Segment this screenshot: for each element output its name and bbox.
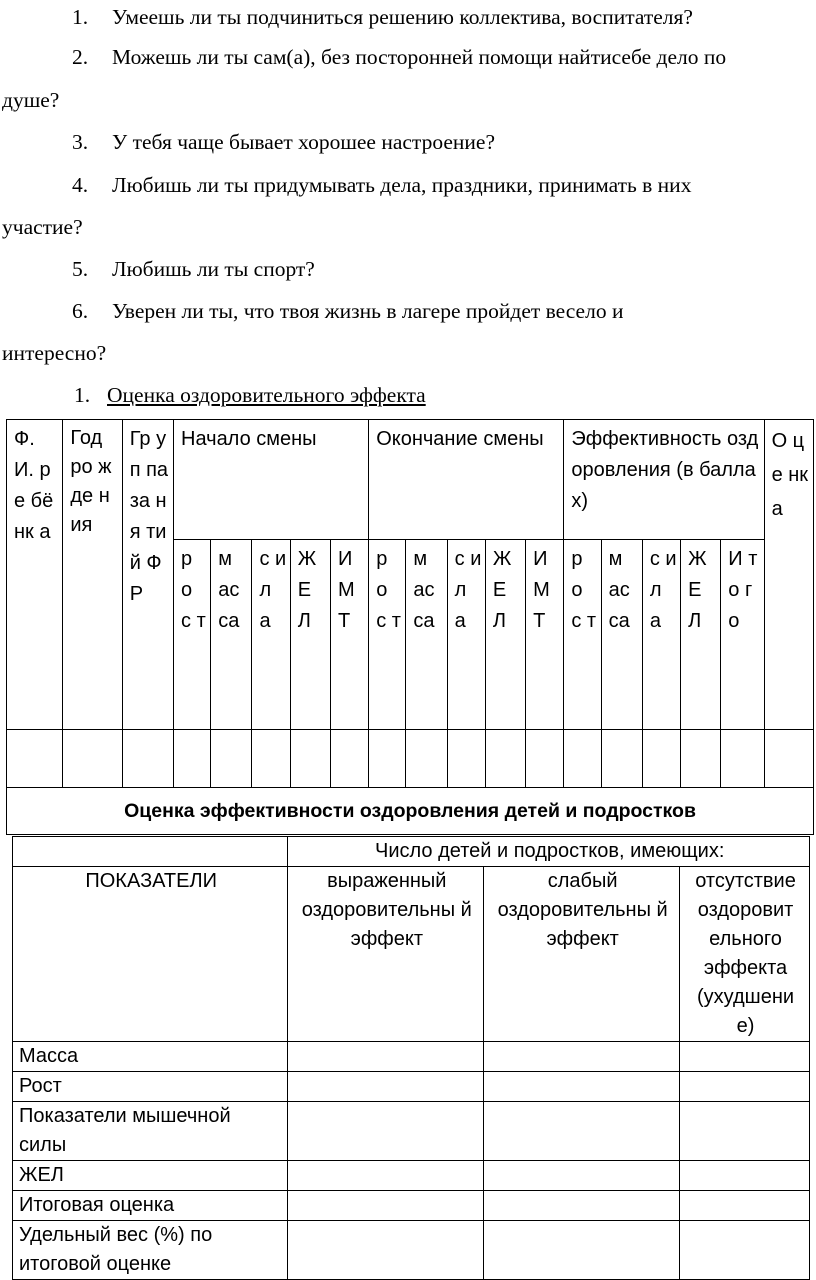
table-cell[interactable]	[484, 1221, 680, 1280]
table-cell[interactable]	[485, 730, 525, 788]
end-vc-header: Ж Е Л	[485, 540, 525, 730]
question-4-text: Любишь ли ты придумывать дела, праздники, принимать в них	[112, 173, 692, 197]
table-cell[interactable]	[122, 730, 173, 788]
effectiveness-title: Оценка эффективности оздоровления детей и подростков	[7, 788, 814, 835]
table-cell[interactable]	[680, 1042, 810, 1072]
health-effect-table	[6, 419, 814, 835]
row-label-strength: Показатели мышечной силы	[13, 1102, 288, 1161]
col-fio-header: Ф. И. ре бё нк а	[7, 420, 63, 730]
question-6-number: 6.	[72, 299, 89, 323]
table-cell[interactable]	[406, 730, 447, 788]
table-cell[interactable]	[680, 1161, 810, 1191]
table-cell[interactable]	[526, 730, 564, 788]
table-cell[interactable]	[288, 1072, 484, 1102]
question-2-number: 2.	[72, 45, 89, 69]
table-row	[13, 1191, 810, 1221]
table-cell[interactable]	[288, 1221, 484, 1280]
question-3-text: У тебя чаще бывает хорошее настроение?	[112, 130, 495, 154]
question-2-text-cont: душе?	[2, 88, 60, 112]
table-cell[interactable]	[484, 1042, 680, 1072]
start-strength-header: с и л а	[252, 540, 290, 730]
empty-corner-cell	[13, 837, 288, 867]
effectiveness-header: Эффективность оздоровления (в баллах)	[564, 420, 764, 540]
table-cell[interactable]	[681, 730, 721, 788]
col-year-header: Год ро жде ния	[63, 420, 122, 730]
table-cell[interactable]	[290, 730, 330, 788]
table-cell[interactable]	[601, 730, 642, 788]
weak-effect-header: слабый оздоровительны й эффект	[484, 867, 680, 1042]
table-cell[interactable]	[680, 1102, 810, 1161]
table-row	[13, 1072, 810, 1102]
end-height-header: р о с т	[369, 540, 406, 730]
question-4-text-cont: участие?	[2, 215, 83, 239]
table-cell[interactable]	[174, 730, 211, 788]
question-4-number: 4.	[72, 173, 89, 197]
table-cell[interactable]	[211, 730, 252, 788]
strong-effect-header: выраженный оздоровительны й эффект	[288, 867, 484, 1042]
table-cell[interactable]	[484, 1102, 680, 1161]
question-6-text: Уверен ли ты, что твоя жизнь в лагере пройдет весело и	[112, 299, 624, 323]
question-1-text: Умеешь ли ты подчиниться решению коллектива, воспитателя?	[112, 5, 693, 29]
end-of-shift-header: Окончание смены	[369, 420, 564, 540]
col-group-header: Гр уп па за ня ти й Ф Р	[122, 420, 173, 730]
no-effect-header: отсутствие оздоровит ельного эффекта (ухудшени е)	[680, 867, 810, 1042]
eff-strength-header: с и л а	[642, 540, 680, 730]
row-label-vc: ЖЕЛ	[13, 1161, 288, 1191]
start-vc-header: Ж Е Л	[290, 540, 330, 730]
eff-vc-header: Ж Е Л	[681, 540, 721, 730]
eff-height-header: р о с т	[564, 540, 601, 730]
table-cell[interactable]	[484, 1072, 680, 1102]
question-6-text-cont: интересно?	[2, 341, 107, 365]
start-weight-header: м ас са	[211, 540, 252, 730]
indicators-header: ПОКАЗАТЕЛИ	[13, 867, 288, 1042]
end-bmi-header: И М Т	[526, 540, 564, 730]
table-cell[interactable]	[252, 730, 290, 788]
question-3-number: 3.	[72, 130, 89, 154]
table-cell[interactable]	[288, 1042, 484, 1072]
children-count-header: Число детей и подростков, имеющих:	[288, 837, 810, 867]
table-cell[interactable]	[680, 1191, 810, 1221]
question-2-text: Можешь ли ты сам(а), без посторонней помощи найтисебе дело по	[112, 45, 727, 69]
start-height-header: р о с т	[174, 540, 211, 730]
table-cell[interactable]	[764, 730, 813, 788]
table-cell[interactable]	[63, 730, 122, 788]
row-label-weight: Масса	[13, 1042, 288, 1072]
table-cell[interactable]	[288, 1102, 484, 1161]
table-cell[interactable]	[680, 1221, 810, 1280]
table-row	[13, 1042, 810, 1072]
table-cell[interactable]	[564, 730, 601, 788]
row-label-height: Рост	[13, 1072, 288, 1102]
table-cell[interactable]	[721, 730, 764, 788]
eff-weight-header: м ас са	[601, 540, 642, 730]
question-5-number: 5.	[72, 257, 89, 281]
table-row	[13, 1221, 810, 1280]
row-label-total: Итоговая оценка	[13, 1191, 288, 1221]
table-cell[interactable]	[447, 730, 485, 788]
effectiveness-summary-table	[12, 836, 810, 1280]
section-number: 1.	[74, 383, 91, 407]
row-label-share: Удельный вес (%) по итоговой оценке	[13, 1221, 288, 1280]
table-row	[13, 1102, 810, 1161]
eff-total-header: И то го	[721, 540, 764, 730]
table-cell[interactable]	[484, 1191, 680, 1221]
end-weight-header: м ас са	[406, 540, 447, 730]
table-cell[interactable]	[288, 1191, 484, 1221]
end-strength-header: с и л а	[447, 540, 485, 730]
grade-header: О це нк а	[764, 420, 813, 730]
question-1-number: 1.	[72, 5, 89, 29]
table-row	[7, 730, 814, 788]
start-bmi-header: И М Т	[330, 540, 368, 730]
table-cell[interactable]	[7, 730, 63, 788]
table-cell[interactable]	[288, 1161, 484, 1191]
table-row	[13, 1161, 810, 1191]
question-5-text: Любишь ли ты спорт?	[112, 257, 315, 281]
table-cell[interactable]	[642, 730, 680, 788]
table-cell[interactable]	[330, 730, 368, 788]
table-cell[interactable]	[680, 1072, 810, 1102]
section-title: Оценка оздоровительного эффекта	[107, 383, 426, 407]
table-cell[interactable]	[369, 730, 406, 788]
table-cell[interactable]	[484, 1161, 680, 1191]
start-of-shift-header: Начало смены	[174, 420, 369, 540]
